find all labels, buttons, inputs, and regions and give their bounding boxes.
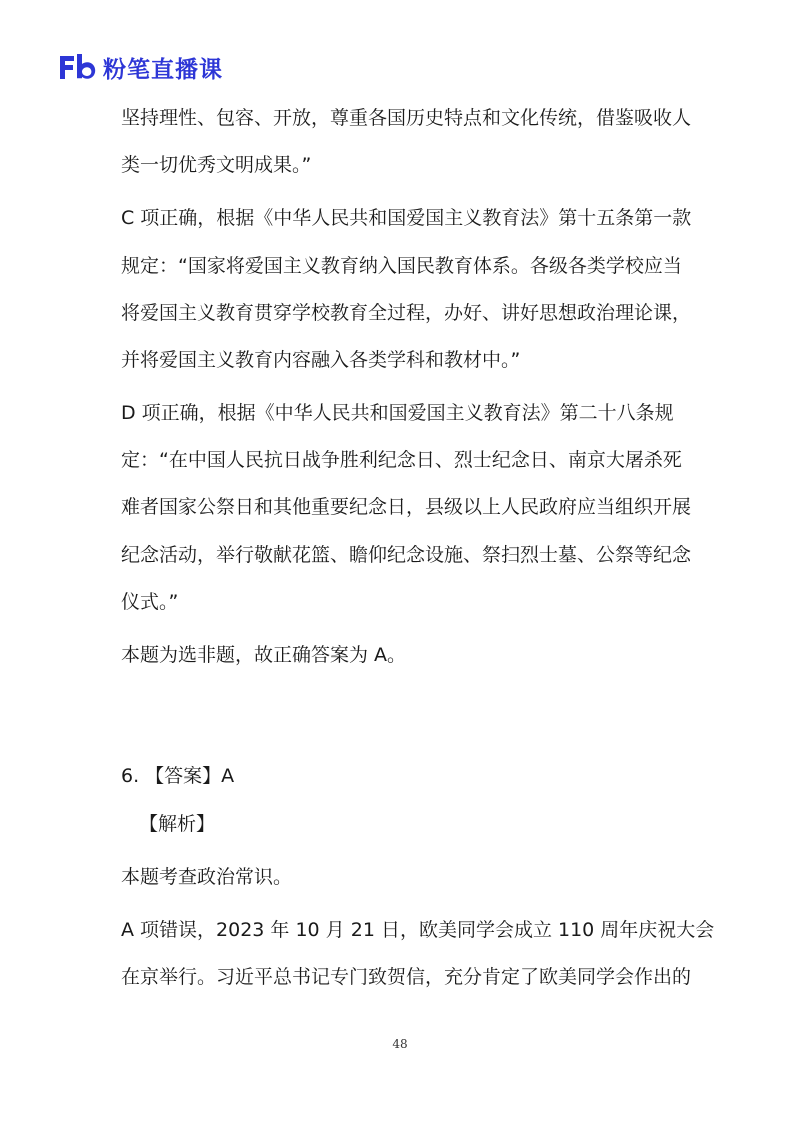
text-line: 仪式。” (121, 591, 179, 613)
text-line: D 项正确，根据《中华人民共和国爱国主义教育法》第二十八条规 (121, 402, 674, 424)
text-line: 在京举行。习近平总书记专门致贺信，充分肯定了欧美同学会作出的 (121, 966, 692, 988)
text-line: 并将爱国主义教育内容融入各类学科和教材中。” (121, 349, 521, 371)
text-line: 类一切优秀文明成果。” (121, 154, 312, 176)
text-line: 本题考查政治常识。 (121, 866, 293, 888)
text-line: A 项错误，2023 年 10 月 21 日，欧美同学会成立 110 周年庆祝大会 (121, 919, 715, 941)
text-line: 本题为选非题，故正确答案为 A。 (121, 644, 407, 666)
text-line: 定：“在中国人民抗日战争胜利纪念日、烈士纪念日、南京大屠杀死 (121, 449, 682, 471)
brand-header (57, 50, 223, 84)
text-line: 难者国家公祭日和其他重要纪念日，县级以上人民政府应当组织开展 (121, 496, 692, 518)
text-line: 纪念活动，举行敬献花篮、瞻仰纪念设施、祭扫烈士墓、公祭等纪念 (121, 544, 692, 566)
text-line: 坚持理性、包容、开放，尊重各国历史特点和文化传统，借鉴吸收人 (121, 107, 692, 129)
analysis-heading: 【解析】 (139, 813, 216, 835)
answer-heading: 6. 【答案】A (121, 765, 235, 787)
text-line: 规定：“国家将爱国主义教育纳入国民教育体系。各级各类学校应当 (121, 255, 682, 277)
fb-logo-icon (57, 50, 97, 84)
text-line: 将爱国主义教育贯穿学校教育全过程，办好、讲好思想政治理论课， (121, 302, 692, 324)
brand-name: 粉笔直播课 (103, 56, 223, 83)
page-number: 48 (392, 1037, 408, 1051)
text-line: C 项正确，根据《中华人民共和国爱国主义教育法》第十五条第一款 (121, 207, 692, 229)
